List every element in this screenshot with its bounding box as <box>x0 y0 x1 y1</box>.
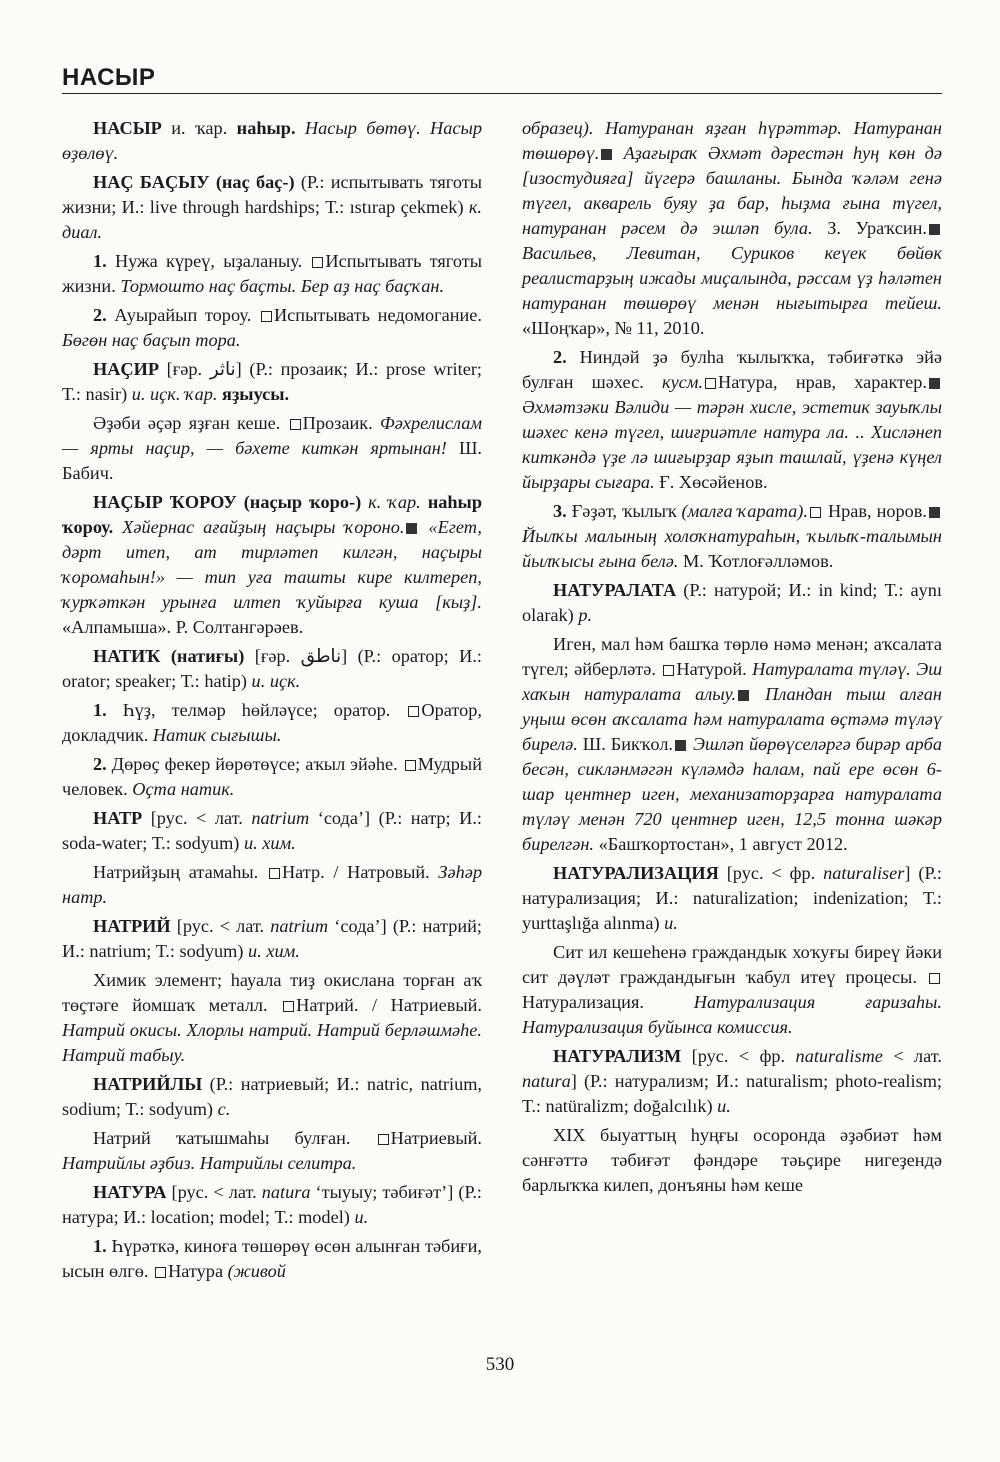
dictionary-entry <box>62 752 482 802</box>
grammar-label: с. <box>217 1099 231 1119</box>
sense-number: 1. <box>93 251 107 271</box>
open-square-icon <box>155 1267 166 1278</box>
synonym: яҙыусы. <box>217 384 290 404</box>
etymology-word: naturaliser <box>823 863 905 883</box>
dictionary-entry <box>62 698 482 748</box>
definition-text: (Р.: натурой; И.: in kind; Т.: aynı olarak) <box>522 580 942 625</box>
grammar-label: (малға ҡарата). <box>681 501 808 521</box>
quotation: Аҙағыраҡ Әхмәт дәрестән һуң көн дә [изостудияға] йүгерә башланы. Бында ҡәләм генә түгел, акварель буяу ҙа бар, һыҙма ғына түгел, натуранан рәсем дә эшләп була. <box>522 143 942 238</box>
russian-equivalent: Испытывать недомогание. <box>273 305 482 325</box>
definition-text: [рус. < фр. <box>681 1046 796 1066</box>
definition-text: Ғәҙәт, ҡылыҡ <box>566 501 682 521</box>
grammar-label: и. <box>717 1096 731 1116</box>
definition-text: < лат. <box>882 1046 942 1066</box>
filled-square-icon <box>738 690 749 701</box>
dictionary-entry <box>522 940 942 1040</box>
dictionary-entry <box>62 303 482 353</box>
open-square-icon <box>810 507 821 518</box>
russian-equivalent: Натурой. <box>676 659 747 679</box>
dictionary-entry <box>62 1126 482 1176</box>
dictionary-entry <box>62 116 482 166</box>
quotation-source: З. Ураҡсин. <box>812 218 927 238</box>
dictionary-entry <box>62 170 482 245</box>
dictionary-entry <box>522 345 942 495</box>
russian-equivalent: Натурализация. <box>522 992 644 1012</box>
example-text: Натурализация ғаризаһы. Натурализация буйынса комиссия. <box>522 992 942 1037</box>
etymology-word: naturalisme <box>795 1046 883 1066</box>
definition-text: Ниндәй ҙә булһа ҡылыҡҡа, тәбиғәткә эйә булған шәхес. <box>522 347 942 392</box>
headword: НАТР <box>93 808 143 828</box>
definition-text: (Р.: натриевый; И.: natric, natrium, sodium; Т.: sodyum) <box>62 1074 482 1119</box>
definition-text: ‘сода’] (Р.: натр; И.: soda-water; Т.: sodyum) <box>62 808 482 853</box>
example-text: (живой <box>223 1261 286 1281</box>
example-text: Тормошто наҫ баҫты. Бер аҙ наҫ баҫҡан. <box>115 276 445 296</box>
definition-text: [рус. < фр. <box>718 863 824 883</box>
definition-text: Һүҙ, телмәр һөйләүсе; оратор. <box>106 700 407 720</box>
open-square-icon <box>378 1134 389 1145</box>
example-text: Насыр бөтөү. Насыр өҙөлөү. <box>62 118 483 163</box>
sense-number: 1. <box>93 1236 107 1256</box>
open-square-icon <box>261 311 272 322</box>
russian-equivalent: Натура <box>168 1261 224 1281</box>
definition-text: ‘тыуыу; тәбиғәт’] (Р.: натура; И.: location; model; Т.: model) <box>62 1182 482 1227</box>
example-text: Оҫта натик. <box>127 779 235 799</box>
quotation-source: Ғ. Хөсәйенов. <box>654 472 768 492</box>
filled-square-icon <box>406 523 417 534</box>
russian-equivalent: Натура, нрав, характер. <box>718 372 927 392</box>
quotation-source: «Шоңҡар», № 11, 2010. <box>522 318 705 338</box>
etymology-word: natrium <box>270 916 329 936</box>
definition-text: (Р.: испытывать тяготы жизни; И.: live through hardships; Т.: ıstırap çekmek) <box>62 172 482 217</box>
cross-reference: наһыр. <box>236 118 296 138</box>
running-head: НАСЫР <box>62 64 156 91</box>
definition-text: Натрийҙың атамаһы. <box>93 862 267 882</box>
definition-text: [ғәр. ناثر] (Р.: прозаик; И.: prose writer; Т.: nasir) <box>62 359 482 404</box>
dictionary-entry <box>62 357 482 407</box>
dictionary-entry <box>62 1234 482 1284</box>
open-square-icon <box>408 706 419 717</box>
definition-text: [рус. < лат. <box>166 1182 262 1202</box>
quotation-source: М. Ҡотлоғәлләмов. <box>678 551 834 571</box>
russian-equivalent: Мудрый человек. <box>62 754 482 799</box>
definition-text: и. ҡар. <box>161 118 237 138</box>
etymology-word: natura <box>261 1182 311 1202</box>
headword: НАҪЫР ҠОРОУ (наҫыр ҡоро-) <box>93 492 362 512</box>
right-column <box>522 116 942 1198</box>
definition-text: [рус. < лат. <box>170 916 271 936</box>
quotation: Васильев, Левитан, Суриков кеүек бөйөк реалистарҙың ижады миҫалында, рәссам үҙ һәләтен натуранан төшөрөү менән нығытырға тейеш. <box>522 243 942 313</box>
definition-text: Нужа күреү, ыҙаланыу. <box>106 251 311 271</box>
dictionary-entry <box>522 1123 942 1198</box>
open-square-icon <box>929 973 940 984</box>
definition-text: ] (Р.: натурализация; И.: naturalization; indenization; Т.: yurttaşlığa alınma) <box>522 863 942 933</box>
example-text: Натуралата түләү. Эш хаҡын натуралата алыу. <box>522 659 942 704</box>
open-square-icon <box>290 419 301 430</box>
sense-number: 2. <box>93 754 107 774</box>
grammar-label: и. <box>354 1207 369 1227</box>
cross-reference: наһыр ҡороу. <box>62 492 482 537</box>
dictionary-entry <box>62 644 482 694</box>
example-text: Натрий окисы. Хлорлы натрий. Натрий берләшмәһе. Натрий табыу. <box>62 1020 482 1065</box>
grammar-label: и. иҫк. <box>251 671 301 691</box>
dictionary-entry <box>522 861 942 936</box>
open-square-icon <box>312 257 323 268</box>
definition-text: ] (Р.: натурализм; И.: naturalism; photo-realism; Т.: natüralizm; doğalcılık) <box>522 1071 942 1116</box>
headword: НАТИҠ (натиғы) <box>93 646 245 666</box>
example-text: Хәйернас ағайҙың наҫыры ҡороно. <box>113 517 405 537</box>
sense-number: 1. <box>93 700 107 720</box>
quotation-source: «Башҡортостан», 1 август 2012. <box>594 834 848 854</box>
russian-equivalent: Натр. / Натровый. <box>281 862 430 882</box>
left-column <box>62 116 482 1284</box>
headword: НАТУРАЛИЗАЦИЯ <box>553 863 719 883</box>
header-rule <box>62 93 942 94</box>
sense-number: 2. <box>553 347 567 367</box>
definition-text: Һүрәткә, киноға төшөрөү өсөн алынған тәбиғи, ысын өлгө. <box>62 1236 482 1281</box>
headword: НАТУРА <box>93 1182 167 1202</box>
quotation: Пландан тыш алған уңыш өсөн аҡсалата һәм натуралата өҫтәмә түләү бирелә. <box>522 684 942 754</box>
dictionary-entry <box>62 411 482 486</box>
dictionary-entry <box>62 968 482 1068</box>
headword: НАТУРАЛИЗМ <box>553 1046 682 1066</box>
definition-text: Иген, мал һәм башҡа төрлө нәмә менән; аҡсалата түгел; әйберләтә. <box>522 634 942 679</box>
headword: НАТРИЙЛЫ <box>93 1074 203 1094</box>
filled-square-icon <box>675 740 686 751</box>
filled-square-icon <box>929 507 940 518</box>
russian-equivalent: Прозаик. <box>302 413 373 433</box>
dictionary-entry <box>62 1072 482 1122</box>
headword: НАСЫР <box>93 118 162 138</box>
sense-number: 3. <box>553 501 567 521</box>
grammar-label: и. иҫк. ҡар. <box>131 384 218 404</box>
headword: НАТРИЙ <box>93 916 171 936</box>
definition-text: [рус. < лат. <box>142 808 252 828</box>
dictionary-entry <box>62 1180 482 1230</box>
grammar-label: к. диал. <box>62 197 482 242</box>
quotation-source: Ш. Бикҡол. <box>577 734 674 754</box>
example-text: Бөгөн наҫ баҫып тора. <box>62 330 241 350</box>
dictionary-entry <box>62 806 482 856</box>
dictionary-entry <box>522 632 942 857</box>
definition-text: [ғәр. ناطق] (Р.: оратор; И.: orator; speaker; Т.: hatip) <box>62 646 482 691</box>
dictionary-entry <box>522 1044 942 1119</box>
definition-text: Химик элемент; һауала тиҙ окислана торған аҡ төҫтәге йомшаҡ металл. <box>62 970 482 1015</box>
example-text: Натрийлы әҙбиз. Натрийлы селитра. <box>62 1153 357 1173</box>
headword: НАҪИР <box>93 359 160 379</box>
russian-equivalent: Натрий. / Натриевый. <box>296 995 482 1015</box>
quotation: «Егет, дәрт итеп, ат тирләтеп килгән, наҫыры ҡоромаһын!» — тип уға ташты кире килтереп, ҡурҡәткән урынға илтеп ҡуйырға куша [кыҙ]. <box>62 517 482 612</box>
dictionary-entry <box>62 914 482 964</box>
example-text: образец). Натуранан яҙған һүрәттәр. Натуранан төшөрөү. <box>522 118 942 163</box>
dictionary-entry <box>522 116 942 341</box>
sense-number: 2. <box>93 305 107 325</box>
filled-square-icon <box>929 378 940 389</box>
quotation-source: «Алпамыша». <box>62 617 172 637</box>
example-text: Фәхрелислам — ярты наҫир, — бәхете киткән яртынан! <box>62 413 482 458</box>
grammar-label: и. хим. <box>243 833 296 853</box>
russian-equivalent: Нрав, норов. <box>822 501 927 521</box>
open-square-icon <box>269 868 280 879</box>
quotation: Йылҡы малының холоҡнатураһын, ҡылыҡ-талымын йылҡысы ғына белә. <box>522 526 942 571</box>
dictionary-entry <box>62 490 482 640</box>
grammar-label: р. <box>578 605 593 625</box>
open-square-icon <box>405 760 416 771</box>
quotation-source: Р. Солтангәрәев. <box>171 617 304 637</box>
russian-equivalent: Испытывать тяготы жизни. <box>62 251 483 296</box>
etymology-word: natrium <box>251 808 310 828</box>
definition-text: ‘сода’] (Р.: натрий; И.: natrium; Т.: sodyum) <box>62 916 482 961</box>
open-square-icon <box>705 378 716 389</box>
dictionary-entry <box>522 499 942 574</box>
dictionary-entry <box>522 578 942 628</box>
grammar-label: кусм. <box>662 372 704 392</box>
dictionary-entry <box>62 249 482 299</box>
grammar-label: и. хим. <box>248 941 300 961</box>
quotation: Әхмәтзәки Вәлиди — тәрән хисле, эстетик зауыҡлы шәхес кенә түгел, шиғриәтле натура ла. .. Хисләнеп киткәндә үҙе лә шиғырҙар яҙып ташлай, үҙенә күңел йырҙары сығара. <box>522 397 942 492</box>
definition-text: Сит ил кешеһенә граждандык хоҡуғы биреү йәки сит дәүләт граждандығын ҡабул итеү процесы. <box>522 942 942 987</box>
definition-text: Дөрөҫ фекер йөрөтөүсе; аҡыл эйәһе. <box>106 754 403 774</box>
definition-text: Ауырайып тороу. <box>106 305 259 325</box>
open-square-icon <box>283 1001 294 1012</box>
russian-equivalent: Натриевый. <box>390 1128 482 1148</box>
open-square-icon <box>663 665 674 676</box>
quotation: Эшләп йөрөүселәргә бирәр арба бесән, сикләнмәгән күләмдә һалам, пай ере өсөн 6-шар центнер иген, механизаторҙарға натуралата түләү менән 720 центнер иген, 12,5 тонна шәкәр бирелгән. <box>522 734 942 854</box>
dictionary-entry <box>62 860 482 910</box>
russian-equivalent: Оратор, докладчик. <box>62 700 482 745</box>
example-text: Натик сығышы. <box>148 725 282 745</box>
page-number: 530 <box>485 1354 515 1375</box>
filled-square-icon <box>929 224 940 235</box>
grammar-label: и. <box>664 913 678 933</box>
quotation-source: Ш. Бабич. <box>62 438 482 483</box>
definition-text: Натрий ҡатышмаһы булған. <box>93 1128 376 1148</box>
definition-text: Әҙәби әҫәр яҙған кеше. <box>93 413 288 433</box>
headword: НАТУРАЛАТА <box>553 580 677 600</box>
etymology-word: natura <box>522 1071 571 1091</box>
headword: НАҪ БАҪЫУ (наҫ баҫ-) <box>93 172 295 192</box>
grammar-label: к. ҡар. <box>361 492 421 512</box>
filled-square-icon <box>601 149 612 160</box>
example-text: Зәһәр натр. <box>62 862 482 907</box>
definition-text: XIX быуаттың һуңғы осоронда әҙәбиәт һәм сәнғәттә тәбиғәт фәндәре тәьҫире нигеҙендә барлыҡҡа килеп, донъяны һәм кеше <box>522 1125 942 1195</box>
